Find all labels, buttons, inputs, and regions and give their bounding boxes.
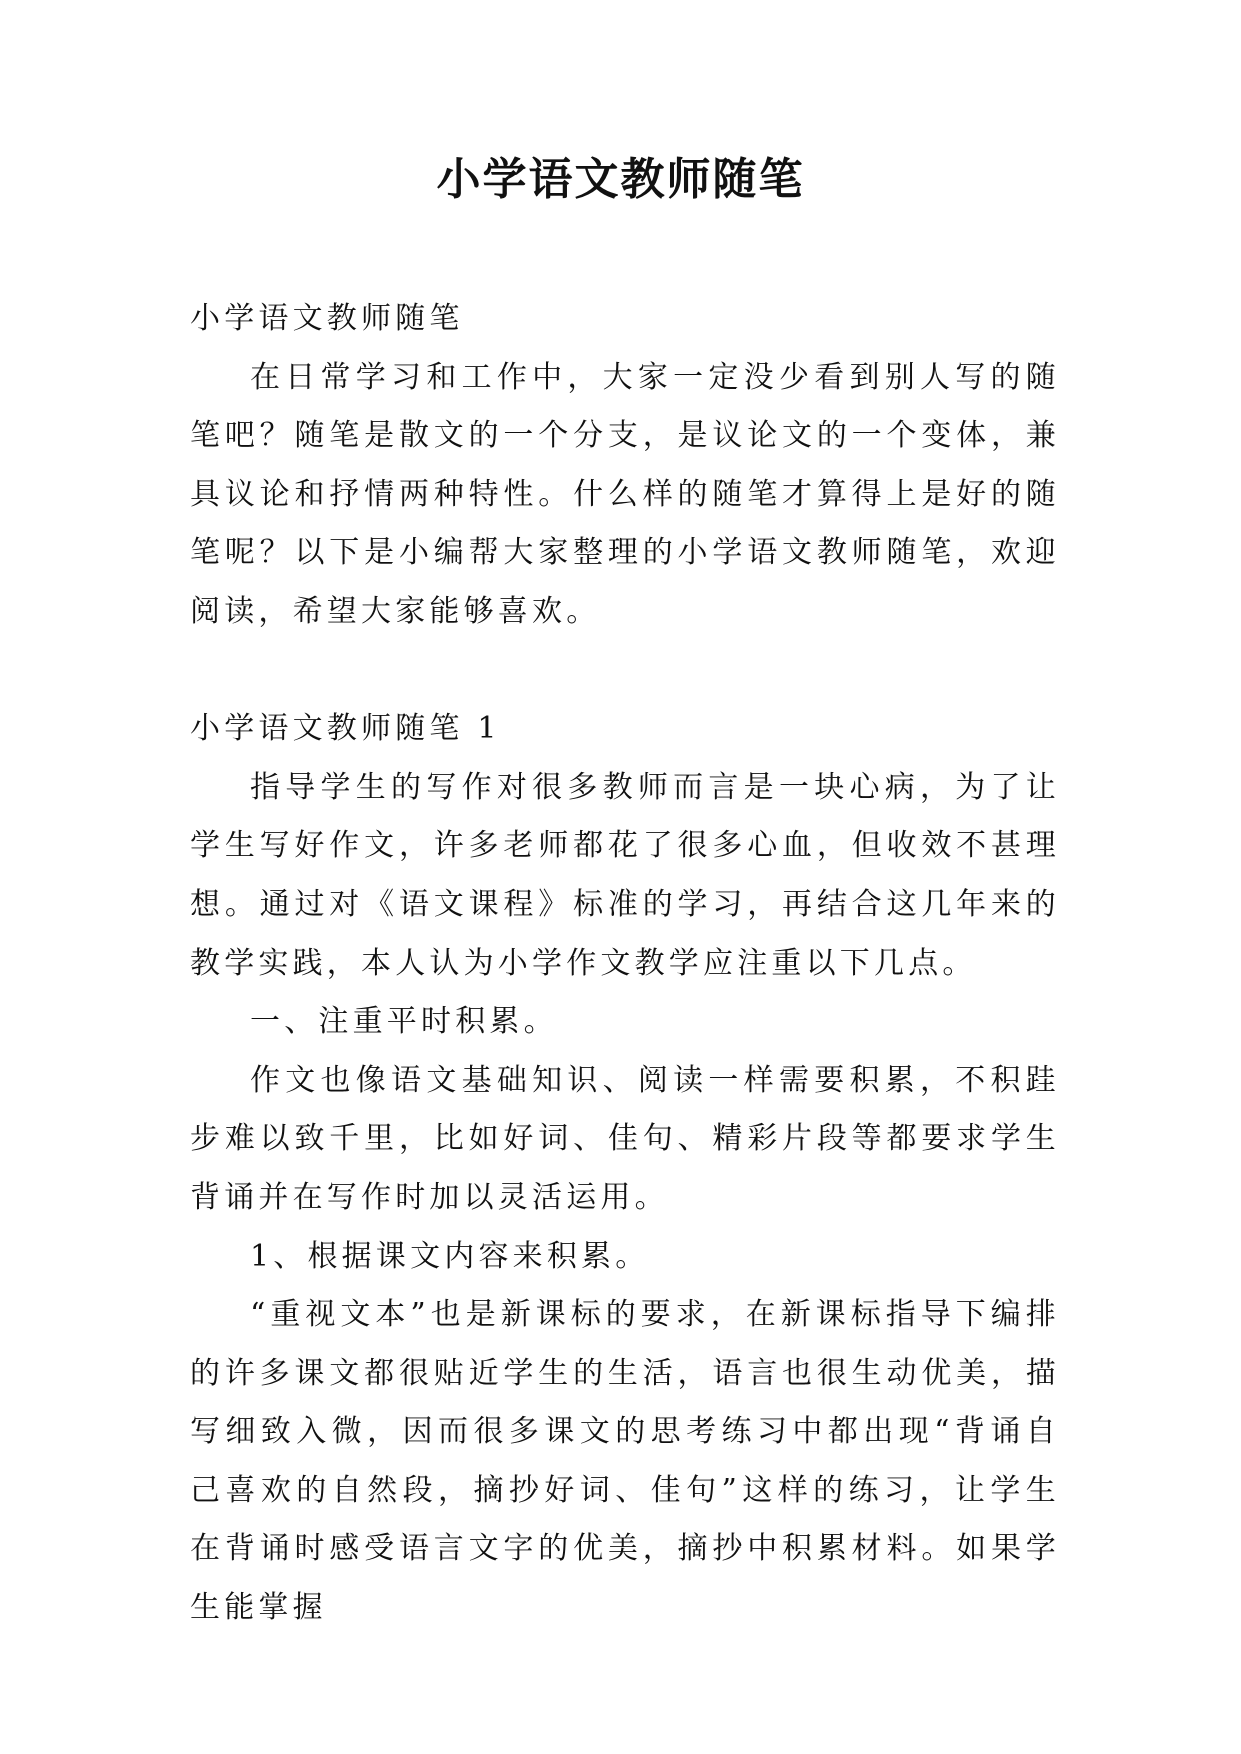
section1-subheading-accumulation: 一、注重平时积累。 — [250, 1004, 558, 1040]
section1-paragraph-3: “重视文本”也是新课标的要求，在新课标指导下编排的许多课文都很贴近学生的生活，语言也很生动优美，描写细致入微，因而很多课文的思考练习中都出现“背诵自己喜欢的自然段，摘抄好词、佳句”这样的练习，让学生在背诵时感受语言文字的优美，摘抄中积累材料。如果学生能掌握 — [190, 1297, 1060, 1626]
intro-heading: 小学语文教师随笔 — [190, 301, 464, 336]
section1-paragraph-2: 作文也像语文基础知识、阅读一样需要积累，不积跬步难以致千里，比如好词、佳句、精彩片段等都要求学生背诵并在写作时加以灵活运用。 — [190, 1062, 1060, 1215]
intro-paragraph: 在日常学习和工作中，大家一定没少看到别人写的随笔吧？随笔是散文的一个分支，是议论文的一个变体，兼具议论和抒情两种特性。什么样的随笔才算得上是好的随笔呢？以下是小编帮大家整理的小学语文教师随笔，欢迎阅读，希望大家能够喜欢。 — [190, 359, 1060, 629]
section-spacer — [190, 642, 1060, 701]
document-title: 小学语文教师随笔 — [436, 154, 805, 205]
section1-heading: 小学语文教师随笔 1 — [190, 711, 501, 747]
document-body — [190, 290, 1060, 1638]
section1-paragraph-1: 指导学生的写作对很多教师而言是一块心病，为了让学生写好作文，许多老师都花了很多心血，但收效不甚理想。通过对《语文课程》标准的学习，再结合这几年来的教学实践，本人认为小学作文教学应注重以下几点。 — [190, 769, 1060, 981]
section1-subheading-text-content: 1、根据课文内容来积累。 — [250, 1238, 650, 1274]
